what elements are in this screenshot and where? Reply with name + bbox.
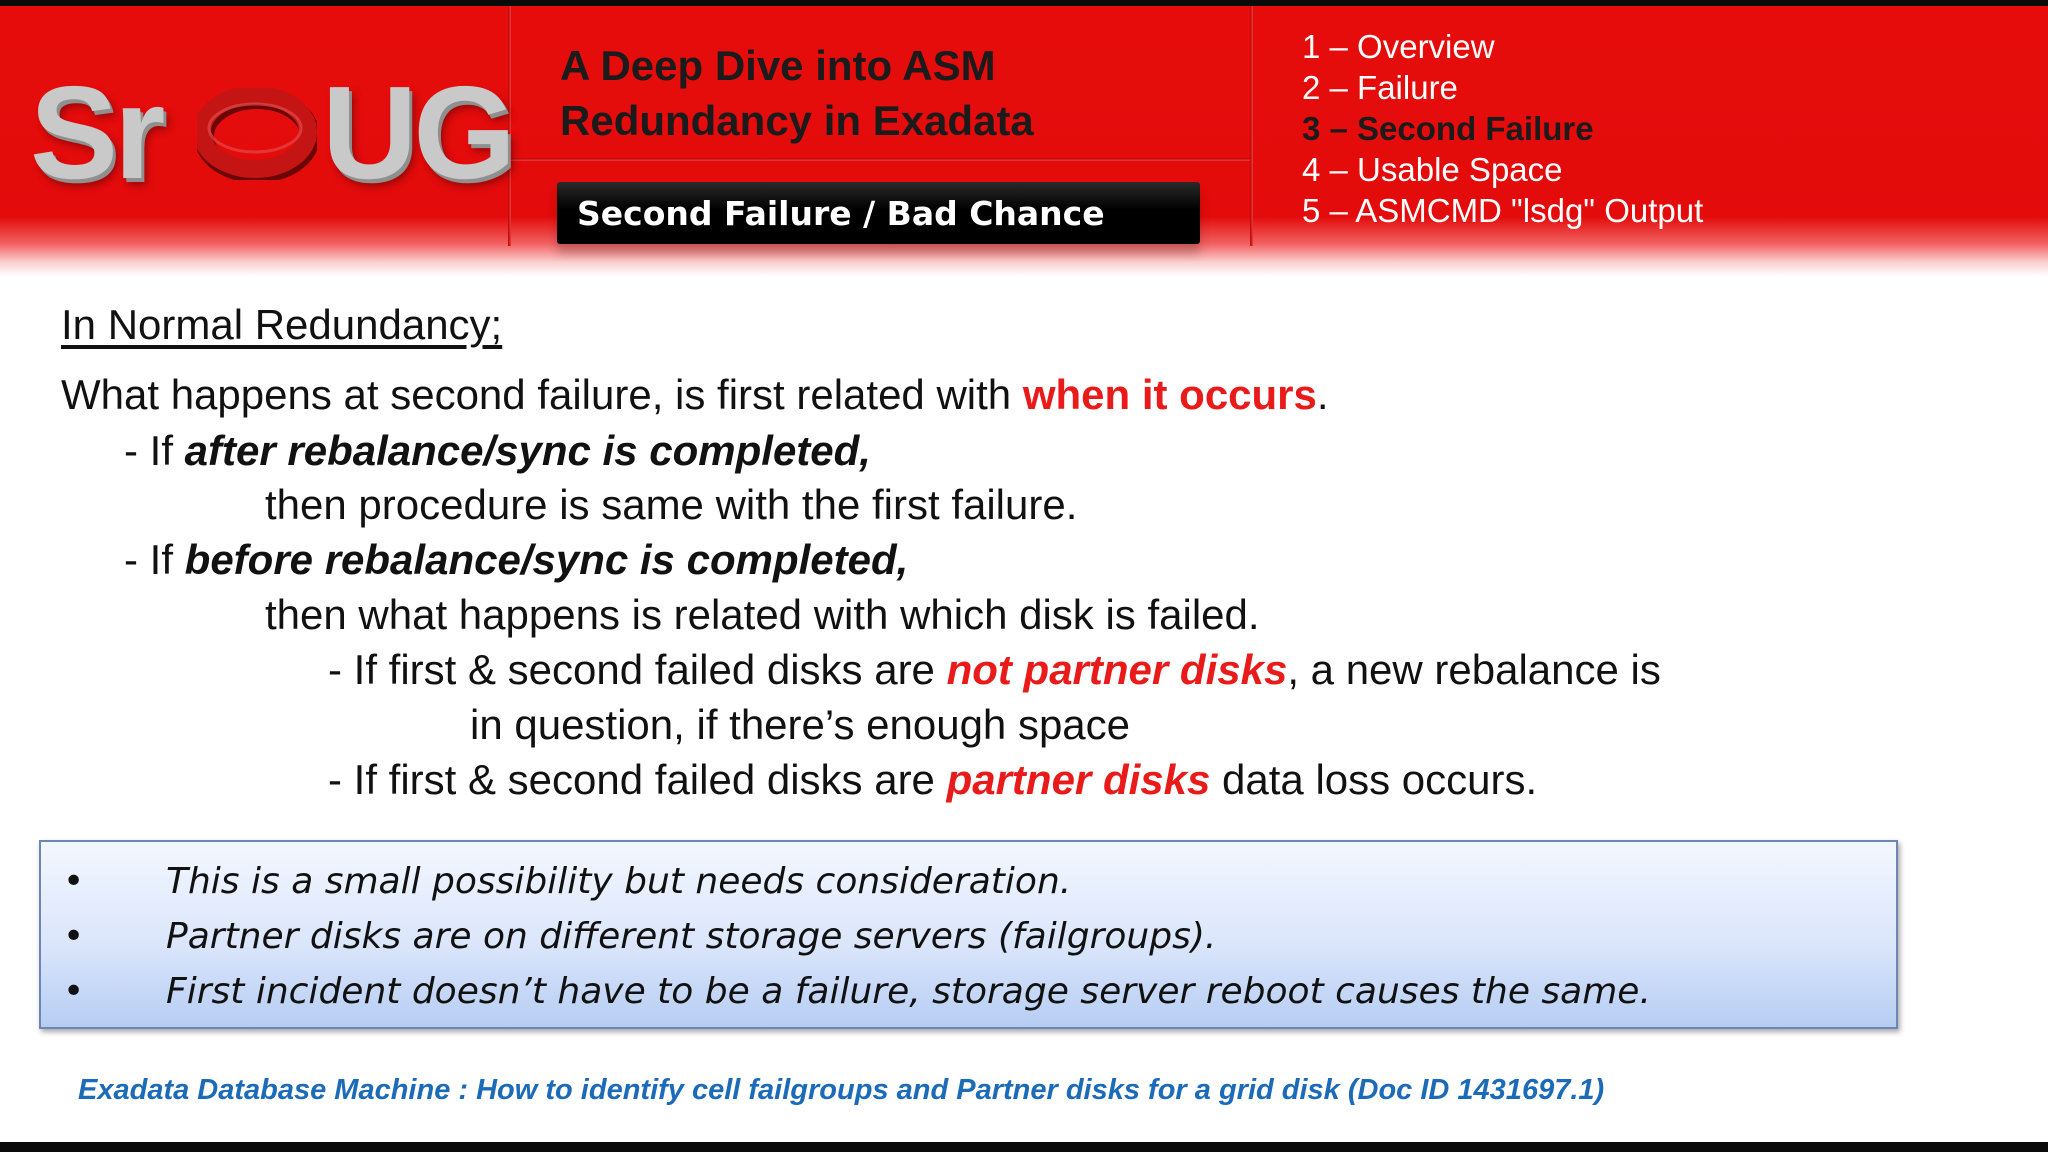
logo-text-right: UG	[322, 59, 512, 206]
case-after-comma: ,	[859, 427, 871, 474]
section-subtitle: Second Failure / Bad Chance	[577, 194, 1105, 233]
agenda-item-asmcmd-lsdg: 5 – ASMCMD "lsdg" Output	[1302, 192, 1704, 229]
note-box	[39, 840, 1898, 1029]
case-before-line	[124, 535, 908, 585]
bullet-icon: •	[63, 971, 85, 1012]
not-partner-emphasis: not partner disks	[946, 646, 1288, 693]
header-divider-right	[1250, 6, 1253, 246]
section-subtitle-box	[557, 182, 1200, 244]
not-partner-continuation: in question, if there’s enough space	[470, 701, 1131, 748]
case-after-prefix: - If	[124, 427, 185, 474]
note-list	[63, 854, 1651, 1019]
note-text: This is a small possibility but needs consideration.	[166, 861, 1072, 902]
logo-ring-icon	[197, 88, 317, 180]
intro-emphasis: when it occurs	[1022, 371, 1317, 418]
case-before-prefix: - If	[124, 536, 185, 583]
agenda-item-usable-space: 4 – Usable Space	[1302, 151, 1563, 188]
title-line-1: A Deep Dive into ASM	[560, 42, 996, 89]
not-partner-suffix: , a new rebalance is	[1287, 646, 1661, 693]
bottom-border	[0, 1142, 2048, 1152]
logo-text-left: Sr	[30, 59, 162, 206]
reference-doc-note: Exadata Database Machine : How to identify cell failgroups and Partner disks for a grid disk (Doc ID 1431697.1)	[78, 1074, 1605, 1106]
intro-text: What happens at second failure, is first related with	[61, 371, 1023, 418]
header-divider-horizontal	[508, 158, 1250, 161]
note-text: First incident doesn’t have to be a failure, storage server reboot causes the same.	[166, 971, 1651, 1012]
case-after-emphasis: after rebalance/sync is completed	[184, 427, 860, 474]
case-after-line	[124, 426, 871, 476]
case-before-emphasis: before rebalance/sync is completed,	[184, 536, 909, 583]
partner-suffix: data loss occurs.	[1210, 756, 1538, 803]
agenda-item-overview: 1 – Overview	[1302, 28, 1495, 65]
partner-emphasis: partner disks	[946, 756, 1211, 803]
partner-prefix: - If first & second failed disks are	[328, 756, 947, 803]
intro-period: .	[1316, 371, 1329, 418]
note-text: Partner disks are on different storage servers (failgroups).	[166, 916, 1217, 957]
not-partner-line	[328, 645, 1661, 695]
section-heading: In Normal Redundancy;	[61, 301, 503, 348]
note-item	[63, 854, 1651, 909]
case-after-detail: then procedure is same with the first failure.	[265, 481, 1078, 528]
header-band	[0, 6, 2048, 276]
agenda-list	[1302, 26, 1703, 231]
not-partner-prefix: - If first & second failed disks are	[328, 646, 947, 693]
note-item	[63, 909, 1651, 964]
title-line-2: Redundancy in Exadata	[560, 97, 1034, 144]
bullet-icon: •	[63, 861, 85, 902]
case-before-detail: then what happens is related with which disk is failed.	[265, 591, 1260, 638]
agenda-item-failure: 2 – Failure	[1302, 69, 1458, 106]
presentation-title	[560, 38, 1034, 148]
note-item	[63, 964, 1651, 1019]
sroug-logo	[30, 59, 512, 206]
bullet-icon: •	[63, 916, 85, 957]
agenda-item-second-failure: 3 – Second Failure	[1302, 110, 1594, 147]
intro-line	[61, 370, 1329, 420]
partner-line	[328, 755, 1537, 805]
